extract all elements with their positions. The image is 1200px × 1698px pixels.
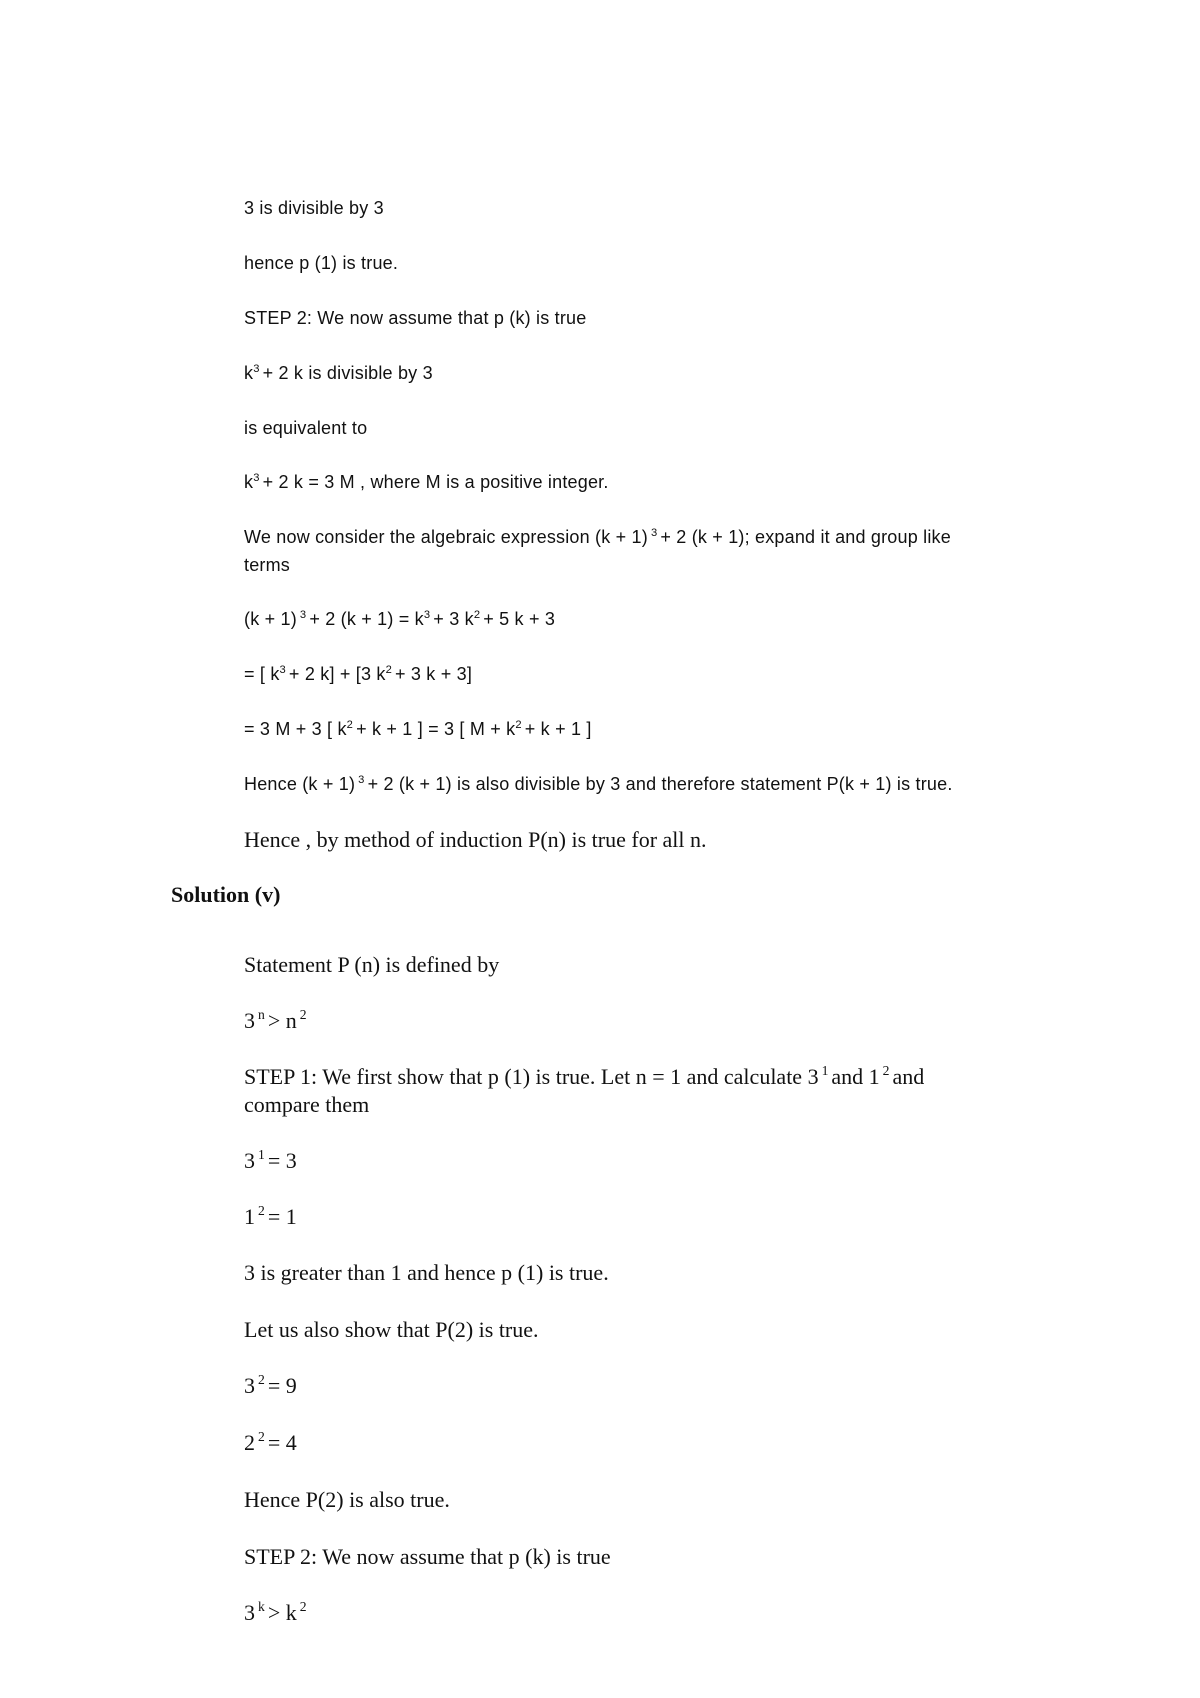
math-line: = 3 M + 3 [ $k^2 + k + 1$ ] = 3 [ $M + k^2 + k + 1$ ] bbox=[244, 718, 592, 739]
math-line: 3 $^k$ > k $^2$ bbox=[244, 1599, 307, 1625]
text-line: 3 is greater than 1 and hence p (1) is true. bbox=[244, 1260, 609, 1285]
text-line: compare them bbox=[244, 1092, 370, 1117]
solution-heading: Solution (v) bbox=[171, 882, 281, 907]
text-line: 3 is divisible by 3 bbox=[244, 198, 384, 218]
math-line: 3 $^2$ = 9 bbox=[244, 1372, 297, 1398]
math-line: 2 $^2$ = 4 bbox=[244, 1429, 297, 1455]
math-line: $k^3 + 2$ k = 3 M , where M is a positive integer. bbox=[244, 471, 609, 492]
math-line: 1 $^2$ = 1 bbox=[244, 1203, 297, 1229]
text-line: is equivalent to bbox=[244, 418, 368, 438]
step-2-line: STEP 2: We now assume that p (k) is true bbox=[244, 1544, 611, 1569]
text-line: Statement P (n) is defined by bbox=[244, 952, 500, 977]
step-1-line: STEP 1: We first show that p (1) is true. Let n = 1 and calculate 3 $^1$ and 1 $^2$ and bbox=[244, 1063, 925, 1089]
math-line: 3 $^n$ > n $^2$ bbox=[244, 1007, 307, 1033]
math-line: 3 $^1$ = 3 bbox=[244, 1147, 297, 1173]
text-line: Hence (k + 1) $^3$ + 2 (k + 1) is also divisible by 3 and therefore statement P(k + 1) is true. bbox=[244, 773, 953, 794]
math-line: = [ $k^3 + 2$ k] + [3 $k^2 + 3$ k + 3] bbox=[244, 663, 473, 684]
math-line: (k + 1) $^3$ + 2 $(k + 1) = k^3 + 3$ $k^2 + 5$ k + 3 bbox=[244, 608, 556, 629]
text-line: hence p (1) is true. bbox=[244, 253, 399, 273]
text-line: terms bbox=[244, 555, 290, 575]
text-line: Hence P(2) is also true. bbox=[244, 1487, 450, 1512]
step-2-line: STEP 2: We now assume that p (k) is true bbox=[244, 308, 587, 328]
text-line: We now consider the algebraic expression (k + 1) $^3$ + 2 (k + 1); expand it and group like bbox=[244, 526, 951, 547]
math-line: $k^3 + 2$ k is divisible by 3 bbox=[244, 362, 433, 383]
conclusion-line: Hence , by method of induction P(n) is true for all n. bbox=[244, 827, 707, 852]
text-line: Let us also show that P(2) is true. bbox=[244, 1317, 539, 1342]
